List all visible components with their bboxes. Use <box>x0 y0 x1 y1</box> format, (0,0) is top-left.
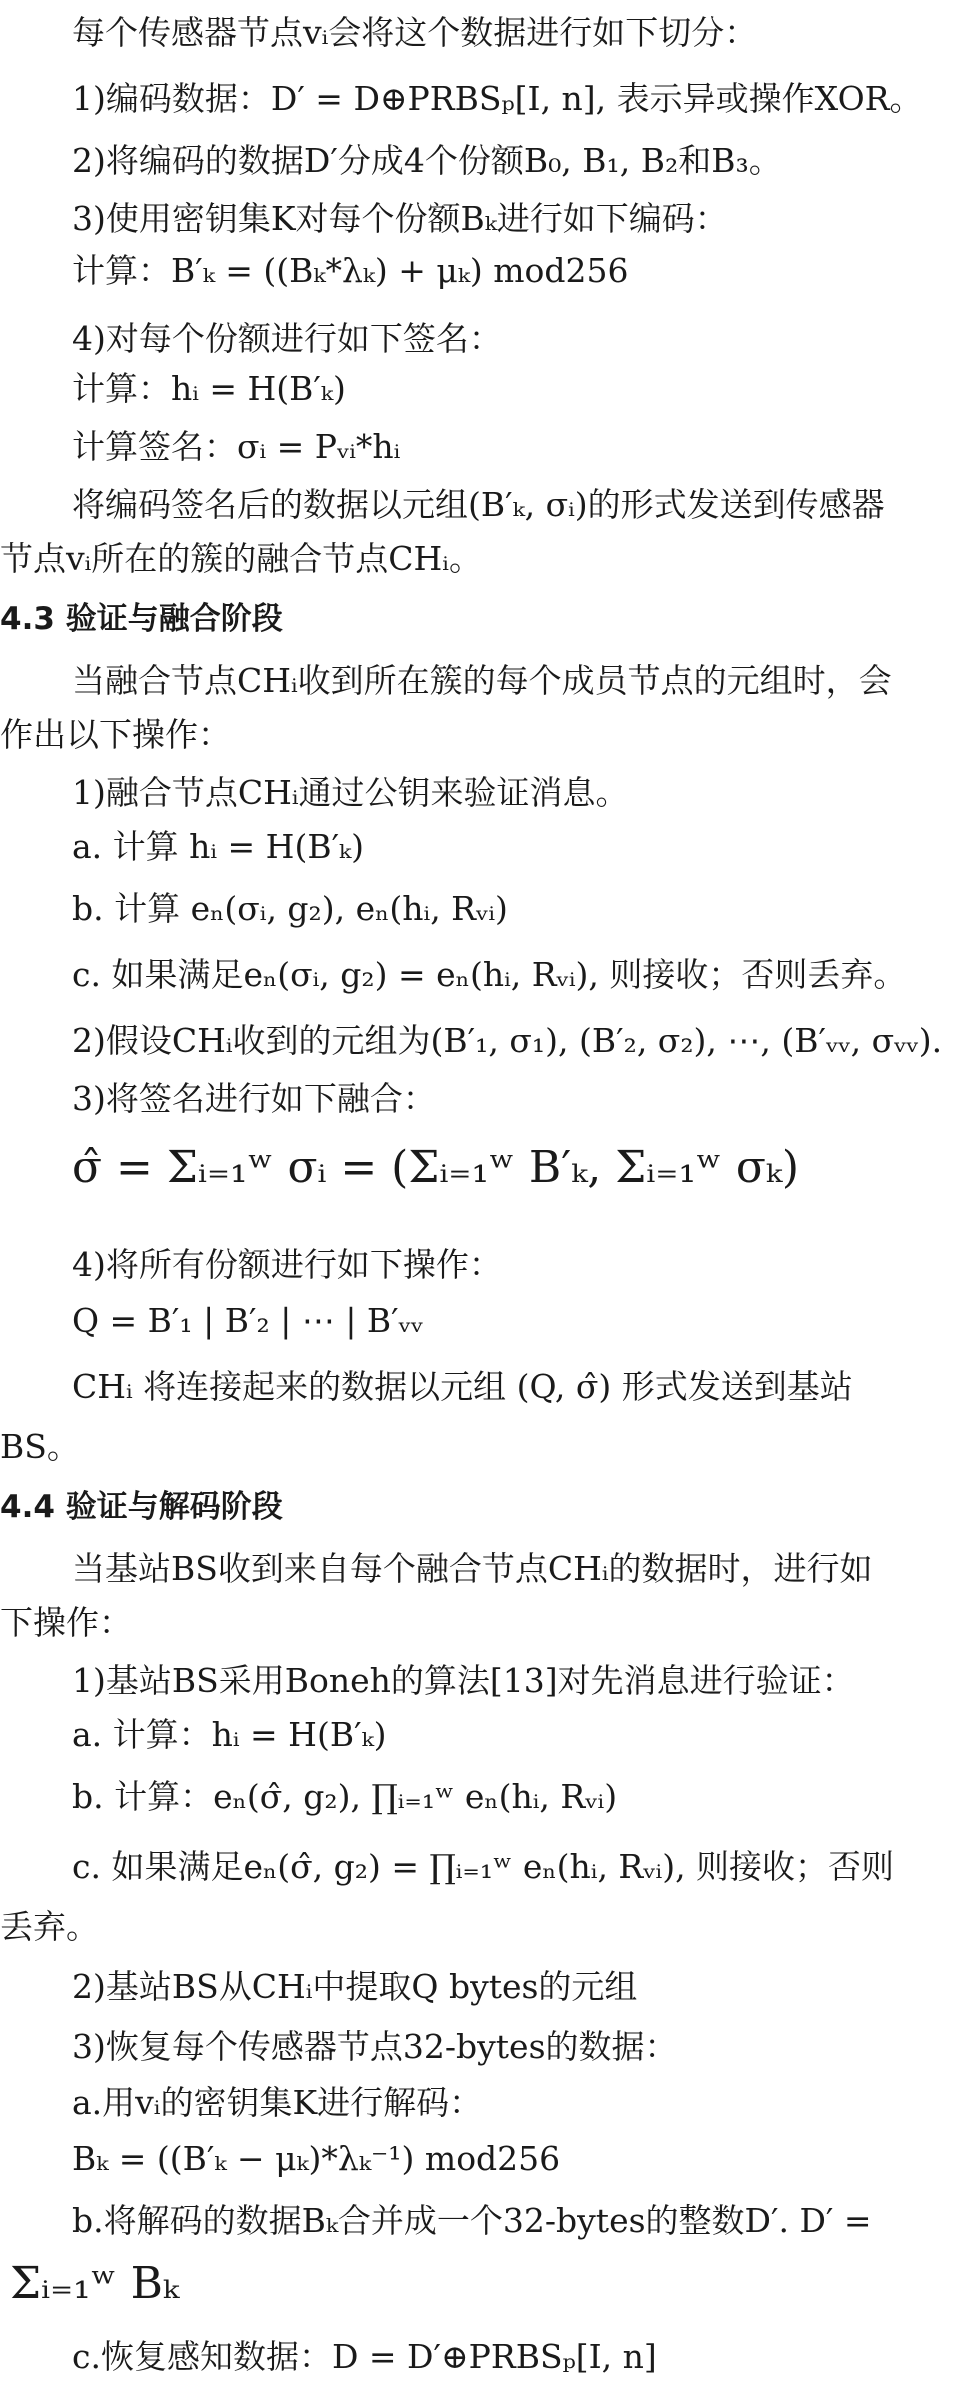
fusion-intro-line1: 当融合节点CHᵢ收到所在簇的每个成员节点的元组时，会 <box>72 661 892 700</box>
fusion-step-1b: b. 计算 eₙ(σᵢ, g₂), eₙ(hᵢ, Rᵥᵢ) <box>72 889 508 928</box>
step-3: 3)使用密钥集K对每个份额Bₖ进行如下编码： <box>72 199 728 238</box>
decode-step-3b: b.将解码的数据Bₖ合并成一个32-bytes的整数D′. D′ = <box>72 2201 872 2240</box>
decode-step-3: 3)恢复每个传感器节点32-bytes的数据： <box>72 2027 678 2066</box>
decode-step-3c: c.恢复感知数据：D = D′⊕PRBSₚ[I, n] <box>72 2337 657 2376</box>
decode-sum-formula: Σᵢ₌₁ʷ Bₖ <box>10 2258 179 2309</box>
fusion-step-1a: a. 计算 hᵢ = H(B′ₖ) <box>72 827 364 866</box>
section-heading-4-3: 4.3 验证与融合阶段 <box>0 601 283 637</box>
fusion-step-4: 4)将所有份额进行如下操作： <box>72 1245 502 1284</box>
fusion-aggregate-formula: σ̂ = Σᵢ₌₁ʷ σᵢ = (Σᵢ₌₁ʷ B′ₖ, Σᵢ₌₁ʷ σₖ) <box>72 1142 800 1193</box>
fusion-concat-formula: Q = B′₁ | B′₂ | ⋯ | B′ᵥᵥ <box>72 1301 424 1340</box>
intro-text: 每个传感器节点vᵢ会将这个数据进行如下切分： <box>72 13 758 52</box>
decode-formula-bk: Bₖ = ((B′ₖ − μₖ)*λₖ⁻¹) mod256 <box>72 2139 561 2178</box>
decode-step-3a: a.用vᵢ的密钥集K进行解码： <box>72 2083 483 2122</box>
decode-intro-line1: 当基站BS收到来自每个融合节点CHᵢ的数据时，进行如 <box>72 1549 873 1588</box>
decode-step-1: 1)基站BS采用Boneh的算法[13]对先消息进行验证： <box>72 1661 855 1700</box>
step-1: 1)编码数据：D′ = D⊕PRBSₚ[I, n], 表示异或操作XOR。 <box>72 79 923 118</box>
decode-step-2: 2)基站BS从CHᵢ中提取Q bytes的元组 <box>72 1967 638 2006</box>
fusion-step-2: 2)假设CHᵢ收到的元组为(B′₁, σ₁), (B′₂, σ₂), ⋯, (B′ᵥᵥ, σᵥᵥ). <box>72 1021 943 1060</box>
fusion-send-line2: BS。 <box>0 1427 80 1466</box>
decode-step-1a: a. 计算：hᵢ = H(B′ₖ) <box>72 1715 387 1754</box>
decode-step-1c-cont: 丢弃。 <box>0 1907 99 1946</box>
step-2: 2)将编码的数据D′分成4个份额B₀, B₁, B₂和B₃。 <box>72 141 782 180</box>
fusion-step-1: 1)融合节点CHᵢ通过公钥来验证消息。 <box>72 773 629 812</box>
step-4-formula-hash: 计算：hᵢ = H(B′ₖ) <box>72 369 346 408</box>
fusion-send-line1: CHᵢ 将连接起来的数据以元组 (Q, σ̂) 形式发送到基站 <box>72 1367 853 1406</box>
fusion-step-3: 3)将签名进行如下融合： <box>72 1079 436 1118</box>
decode-step-1b: b. 计算：eₙ(σ̂, g₂), ∏ᵢ₌₁ʷ eₙ(hᵢ, Rᵥᵢ) <box>72 1777 618 1816</box>
decode-intro-line2: 下操作： <box>0 1603 132 1642</box>
step-4-formula-sign: 计算签名：σᵢ = Pᵥᵢ*hᵢ <box>72 427 401 466</box>
step-3-formula: 计算：B′ₖ = ((Bₖ*λₖ) + μₖ) mod256 <box>72 251 629 290</box>
decode-step-1c: c. 如果满足eₙ(σ̂, g₂) = ∏ᵢ₌₁ʷ eₙ(hᵢ, Rᵥᵢ), 则接收；否则 <box>72 1847 895 1886</box>
step-4: 4)对每个份额进行如下签名： <box>72 319 502 358</box>
section-heading-4-4: 4.4 验证与解码阶段 <box>0 1489 283 1525</box>
fusion-step-1c: c. 如果满足eₙ(σᵢ, g₂) = eₙ(hᵢ, Rᵥᵢ), 则接收；否则丢弃。 <box>72 955 907 994</box>
fusion-intro-line2: 作出以下操作： <box>0 715 231 754</box>
send-text-line2: 节点vᵢ所在的簇的融合节点CHᵢ。 <box>0 539 482 578</box>
send-text-line1: 将编码签名后的数据以元组(B′ₖ, σᵢ)的形式发送到传感器 <box>72 485 885 524</box>
